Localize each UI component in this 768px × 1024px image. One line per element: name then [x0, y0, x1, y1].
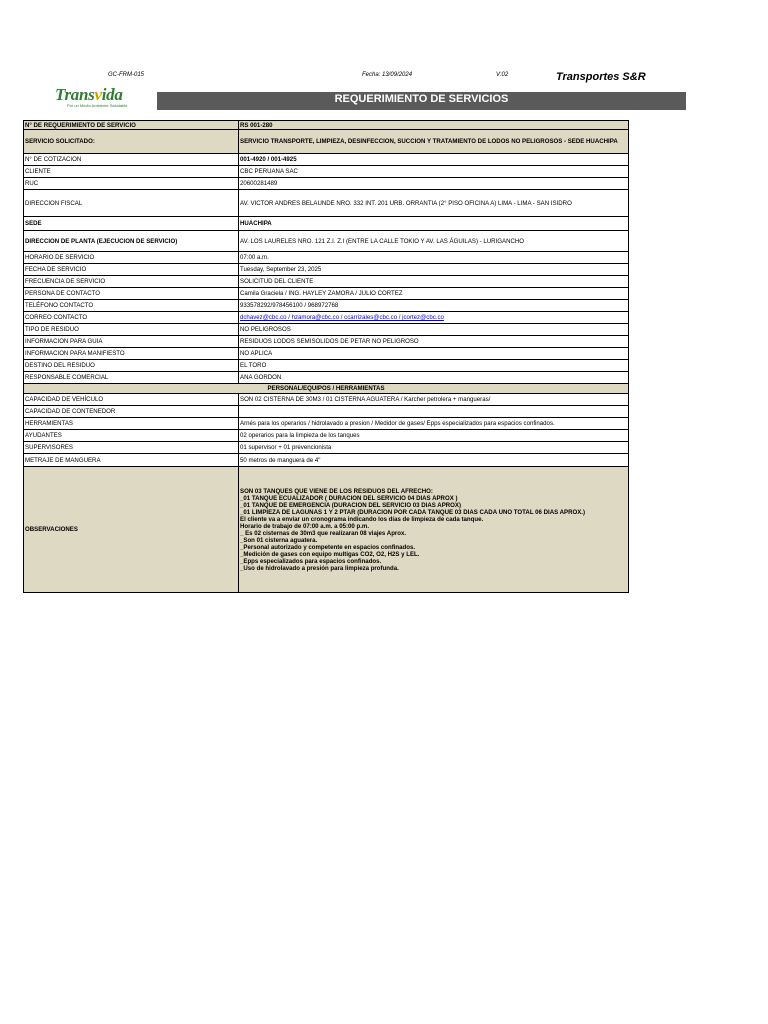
field-value: EL TORO: [239, 360, 629, 372]
logo-tagline: Por un Medio Ambiente Saludable: [67, 103, 128, 108]
field-value: 001-4920 / 001-4925: [239, 154, 629, 166]
field-value: CBC PERUANA SAC: [239, 166, 629, 178]
field-value: AV. VICTOR ANDRES BELAUNDE NRO. 332 INT. 201 URB. ORRANTIA (2° PISO OFICINA A) LIMA - LIMA - SAN ISIDRO: [239, 190, 629, 217]
transvida-logo: [55, 86, 155, 112]
table-row: [24, 418, 629, 430]
field-label: PERSONA DE CONTACTO: [24, 288, 239, 300]
table-row: [24, 348, 629, 360]
observation-line: _ Es 02 cisternas de 30m3 que realizaran 08 viajes Aprox.: [240, 529, 407, 537]
observation-line: _Son 01 cisterna aguatera.: [240, 536, 318, 544]
field-value: 01 supervisor + 01 prevencionista: [239, 442, 629, 454]
table-row: [24, 336, 629, 348]
table-row: [24, 130, 629, 154]
observation-line: _01 TANQUE ECUALIZADOR ( DURACION DEL SERVICIO 04 DIAS APROX ): [240, 494, 458, 502]
field-value: NO APLICA: [239, 348, 629, 360]
field-label: DIRECCION DE PLANTA (EJECUCION DE SERVICIO): [24, 231, 239, 252]
table-row: [24, 178, 629, 190]
table-row: [24, 312, 629, 324]
field-value: Camila Graciela / ING. HAYLEY ZAMORA / JULIO CORTEZ: [239, 288, 629, 300]
field-label: CAPACIDAD DE CONTENEDOR: [24, 406, 239, 418]
field-label: HORARIO DE SERVICIO: [24, 252, 239, 264]
table-row: [24, 360, 629, 372]
table-row: [24, 217, 629, 231]
observations-value: [239, 467, 629, 593]
observations-row: [24, 467, 629, 593]
field-label: TELÉFONO CONTACTO: [24, 300, 239, 312]
field-label: RUC: [24, 178, 239, 190]
table-row: [24, 454, 629, 467]
field-label: INFORMACION PARA MANIFIESTO: [24, 348, 239, 360]
field-label: CORREO CONTACTO: [24, 312, 239, 324]
field-label: RESPONSABLE COMERCIAL: [24, 372, 239, 384]
observation-line: _01 TANQUE DE EMERGENCIA (DURACION DEL SERVICIO 03 DIAS APROX): [240, 501, 461, 509]
field-value: 933578292/978456100 / 968972768: [239, 300, 629, 312]
observation-line: _01 LIMPIEZA DE LAGUNAS 1 Y 2 PTAR (DURACION POR CADA TANQUE 03 DIAS CADA UNO TOTAL 06 DIAS APROX.): [240, 508, 586, 516]
field-value: AV. LOS LAURELES NRO. 121 Z.I. Z.I (ENTRE LA CALLE TOKIO Y AV. LAS ÁGUILAS) - LURIGANCHO: [239, 231, 629, 252]
table-row: [24, 300, 629, 312]
section-header-row: [24, 384, 629, 394]
table-row: [24, 324, 629, 336]
field-value: 02 operarios para la limpieza de los tanques: [239, 430, 629, 442]
field-label: SERVICIO SOLICITADO:: [24, 130, 239, 154]
table-row: [24, 121, 629, 130]
field-value: 07:00 a.m.: [239, 252, 629, 264]
form-version: V:02: [496, 72, 509, 78]
logo-text-a: Trans: [55, 85, 95, 104]
field-value: ANA GORDON: [239, 372, 629, 384]
field-value: 50 metros de manguera de 4": [239, 454, 629, 467]
table-row: [24, 190, 629, 217]
field-value: RS 001-280: [239, 121, 629, 130]
table-row: [24, 264, 629, 276]
table-row: [24, 166, 629, 178]
observation-line: _Medición de gases con equipo multigas CO2, O2, H2S y LEL.: [240, 550, 420, 558]
field-label: N° DE COTIZACION: [24, 154, 239, 166]
table-row: [24, 442, 629, 454]
field-value: [239, 312, 629, 324]
field-value: RESIDUOS LODOS SEMISOLIDOS DE PETAR NO PELIGROSO: [239, 336, 629, 348]
field-label: OBSERVACIONES: [24, 467, 239, 593]
logo-text-c: ida: [101, 85, 123, 104]
field-value: 20600281489: [239, 178, 629, 190]
field-label: FRECUENCIA DE SERVICIO: [24, 276, 239, 288]
table-row: [24, 276, 629, 288]
logo-text-b: v: [94, 85, 102, 104]
form-code: GC-FRM-015: [108, 72, 145, 78]
observation-line: _Uso de hidrolavado a presión para limpieza profunda.: [240, 564, 399, 572]
field-label: INFORMACION PARA GUIA: [24, 336, 239, 348]
table-row: [24, 406, 629, 418]
observation-line: _Personal autorizado y competente en espacios confinados.: [240, 543, 416, 551]
table-row: [24, 394, 629, 406]
table-row: [24, 154, 629, 166]
field-label: CAPACIDAD DE VEHÍCULO: [24, 394, 239, 406]
field-value: Tuesday, September 23, 2025: [239, 264, 629, 276]
field-label: N° DE REQUERIMIENTO DE SERVICIO: [24, 121, 239, 130]
field-value: SERVICIO TRANSPORTE, LIMPIEZA, DESINFECCION, SUCCION Y TRATAMIENTO DE LODOS NO PELIGROSOS - SEDE HUACHIPA: [239, 130, 629, 154]
field-value: SON 02 CISTERNA DE 30M3 / 01 CISTERNA AGUATERA / Karcher petrolera + mangueras/: [239, 394, 629, 406]
field-value: NO PELIGROSOS: [239, 324, 629, 336]
field-label: AYUDANTES: [24, 430, 239, 442]
field-label: TIPO DE RESIDUO: [24, 324, 239, 336]
field-label: CLIENTE: [24, 166, 239, 178]
table-row: [24, 231, 629, 252]
field-label: SEDE: [24, 217, 239, 231]
table-row: [24, 430, 629, 442]
observation-line: SON 03 TANQUES QUE VIENE DE LOS RESIDUOS DEL AFRECHO:: [240, 487, 433, 495]
observation-line: _Epps especializados para espacios confinados.: [240, 557, 382, 565]
observation-line: Horario de trabajo de 07:00 a.m. a 05:00 p.m.: [240, 522, 370, 530]
requirements-table: [23, 120, 629, 593]
table-row: [24, 288, 629, 300]
table-row: [24, 252, 629, 264]
field-value: SOLICITUD DEL CLIENTE: [239, 276, 629, 288]
contact-email-link[interactable]: dchavez@cbc.co / hzamora@cbc.co / ccarrizales@cbc.co / jcortez@cbc.co: [240, 314, 444, 321]
form-date: Fecha: 13/09/2024: [362, 72, 413, 78]
field-label: DESTINO DEL RESIDUO: [24, 360, 239, 372]
field-label: HERRAMIENTAS: [24, 418, 239, 430]
field-value: HUACHIPA: [239, 217, 629, 231]
field-label: DIRECCION FISCAL: [24, 190, 239, 217]
company-name: Transportes S&R: [556, 71, 646, 83]
field-label: SUPERVISORES: [24, 442, 239, 454]
page-title: REQUERIMIENTO DE SERVICIOS: [157, 92, 686, 110]
field-value: [239, 406, 629, 418]
observation-line: El cliente va a enviar un cronograma indicando los días de limpieza de cada tanque.: [240, 515, 484, 523]
field-value: Arnés para los operarios / hidrolavado a presion / Medidor de gases/ Epps especializados para espacios confinados.: [239, 418, 629, 430]
section-title: PERSONAL/EQUIPOS / HERRAMIENTAS: [24, 384, 629, 394]
field-label: METRAJE DE MANGUERA: [24, 454, 239, 467]
field-label: FECHA DE SERVICIO: [24, 264, 239, 276]
table-row: [24, 372, 629, 384]
